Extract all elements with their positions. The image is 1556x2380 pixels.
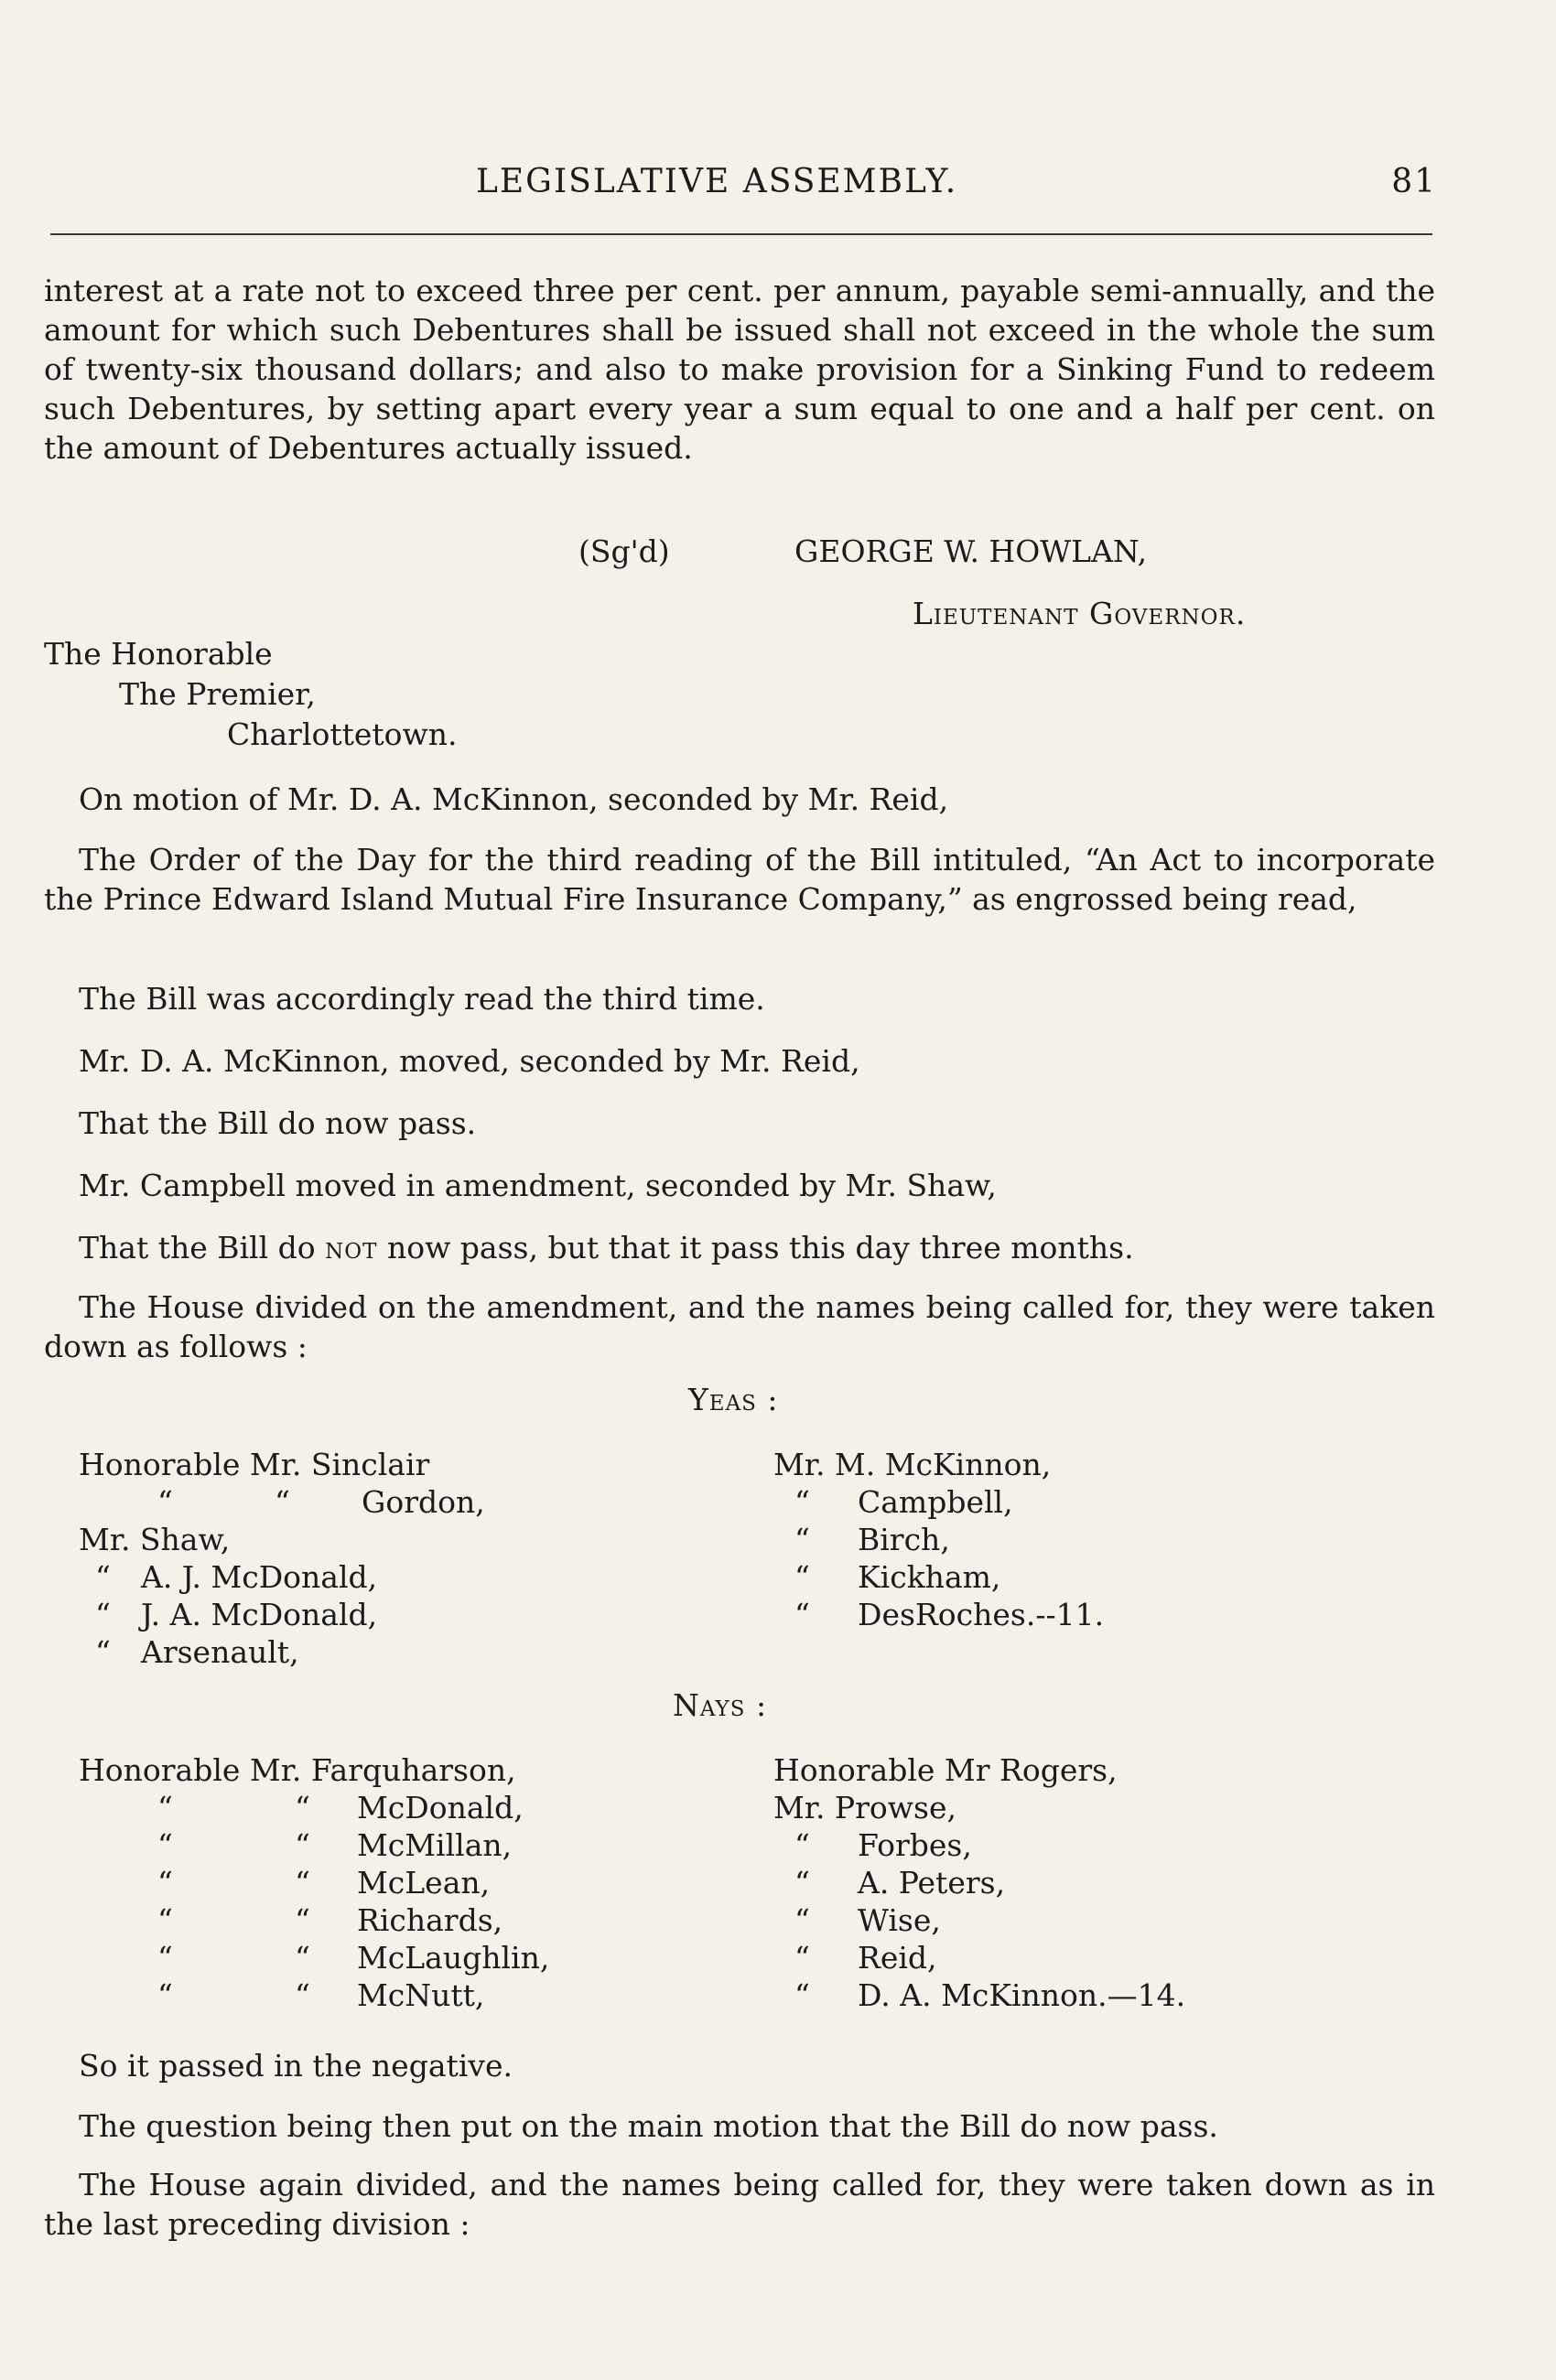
address-line-3: Charlottetown. [227,716,458,752]
nay-left-4-name: McLean, [357,1865,491,1901]
yea-left-2-name: Gordon, [362,1484,485,1520]
yea-right-3-ditto: “ [794,1522,810,1557]
divided-paragraph: The House divided on the amendment, and the names being called for, they were taken down as follows : [44,1289,1435,1364]
amendment-paragraph: Mr. Campbell moved in amendment, seconded by Mr. Shaw, [79,1168,997,1203]
nay-left-7-name: McNutt, [357,1977,485,2013]
nay-left-2-ditto-b: “ [295,1790,310,1825]
nay-left-3-ditto: “ [157,1827,173,1863]
yea-left-2-ditto-b: “ [275,1484,290,1520]
yea-right-2-name: Campbell, [858,1484,1013,1520]
nay-left-2-ditto: “ [157,1790,173,1825]
yea-left-4-ditto: “ [95,1559,111,1595]
nay-left-5-name: Richards, [357,1902,503,1938]
signatory-title: Lieutenant Governor. [913,596,1247,631]
yea-left-6-ditto: “ [95,1634,111,1670]
nay-right-4-name: A. Peters, [858,1865,1006,1901]
nay-left-3-ditto-b: “ [295,1827,310,1863]
yeas-label: Yeas : [688,1382,779,1417]
nay-right-5-ditto: “ [794,1902,810,1938]
nay-right-2: Mr. Prowse, [773,1790,956,1825]
amendment-text-2: now pass, but that it pass this day three months. [386,1230,1134,1265]
nay-left-2-name: McDonald, [357,1790,524,1825]
nay-left-1: Honorable Mr. Farquharson, [79,1752,516,1788]
nay-left-7-ditto: “ [157,1977,173,2013]
nay-right-7-name: D. A. McKinnon.—14. [858,1977,1186,2013]
motion-paragraph: On motion of Mr. D. A. McKinnon, seconded by Mr. Reid, [79,781,949,817]
yea-left-5-name: J. A. McDonald, [141,1597,378,1632]
nay-right-3-name: Forbes, [858,1827,972,1863]
nays-label: Nays : [673,1687,768,1723]
nay-right-6-ditto: “ [794,1940,810,1976]
address-line-2: The Premier, [119,676,316,712]
yea-right-4-name: Kickham, [858,1559,1001,1595]
yea-right-1: Mr. M. McKinnon, [773,1447,1052,1482]
nay-left-3-name: McMillan, [357,1827,513,1863]
signed-mark: (Sg'd) [578,533,670,569]
amendment-not: not [325,1230,378,1265]
yea-right-5-name: DesRoches.--11. [858,1597,1105,1632]
nay-right-6-name: Reid, [858,1940,937,1976]
yea-left-2-ditto: “ [157,1484,173,1520]
yea-left-4-name: A. J. McDonald, [141,1559,378,1595]
yea-right-3-name: Birch, [858,1522,950,1557]
do-pass-paragraph: That the Bill do now pass. [79,1105,477,1141]
amendment-text [79,1228,1134,1267]
header-title: LEGISLATIVE ASSEMBLY. [476,163,958,200]
yea-right-5-ditto: “ [794,1597,810,1632]
header-rule [50,233,1432,235]
nay-left-4-ditto: “ [157,1865,173,1901]
yea-right-2-ditto: “ [794,1484,810,1520]
nay-right-1: Honorable Mr Rogers, [773,1752,1118,1788]
moved-paragraph: Mr. D. A. McKinnon, moved, seconded by Mr. Reid, [79,1043,860,1079]
yea-left-3: Mr. Shaw, [79,1522,231,1557]
read-third-paragraph: The Bill was accordingly read the third time. [79,981,765,1017]
amendment-text-1: That the Bill do [79,1230,316,1265]
yea-left-6-name: Arsenault, [141,1634,299,1670]
nay-left-6-ditto-b: “ [295,1940,310,1976]
page-number: 81 [1391,163,1437,200]
nay-left-4-ditto-b: “ [295,1865,310,1901]
nay-right-3-ditto: “ [794,1827,810,1863]
nay-right-5-name: Wise, [858,1902,941,1938]
signatory-name: GEORGE W. HOWLAN, [794,533,1148,569]
yea-right-4-ditto: “ [794,1559,810,1595]
nay-right-4-ditto: “ [794,1865,810,1901]
nay-left-7-ditto-b: “ [295,1977,310,2013]
message-paragraph: interest at a rate not to exceed three per cent. per annum, payable semi-annually, and the amount for which such Debentures shall be issued shall not exceed in the whole the sum of twenty-six thousand dollars; and also to make provision for a Sinking Fund to redeem such Debentures, by setting apart every year a sum equal to one and a half per cent. on the amount of Debentures actually issued. [44,273,1435,466]
yea-left-1: Honorable Mr. Sinclair [79,1447,430,1482]
negative-paragraph: So it passed in the negative. [79,2048,513,2084]
yea-left-5-ditto: “ [95,1597,111,1632]
question-paragraph: The question being then put on the main motion that the Bill do now pass. [79,2108,1218,2144]
nay-left-6-name: McLaughlin, [357,1940,550,1976]
nay-left-6-ditto: “ [157,1940,173,1976]
nay-left-5-ditto: “ [157,1902,173,1938]
order-paragraph: The Order of the Day for the third reading of the Bill intituled, “An Act to incorporate the Prince Edward Island Mutual Fire Insurance Company,” as engrossed being read, [44,842,1435,917]
nay-left-5-ditto-b: “ [295,1902,310,1938]
nay-right-7-ditto: “ [794,1977,810,2013]
again-paragraph: The House again divided, and the names being called for, they were taken down as in the last preceding division : [44,2167,1435,2242]
address-line-1: The Honorable [44,636,273,672]
